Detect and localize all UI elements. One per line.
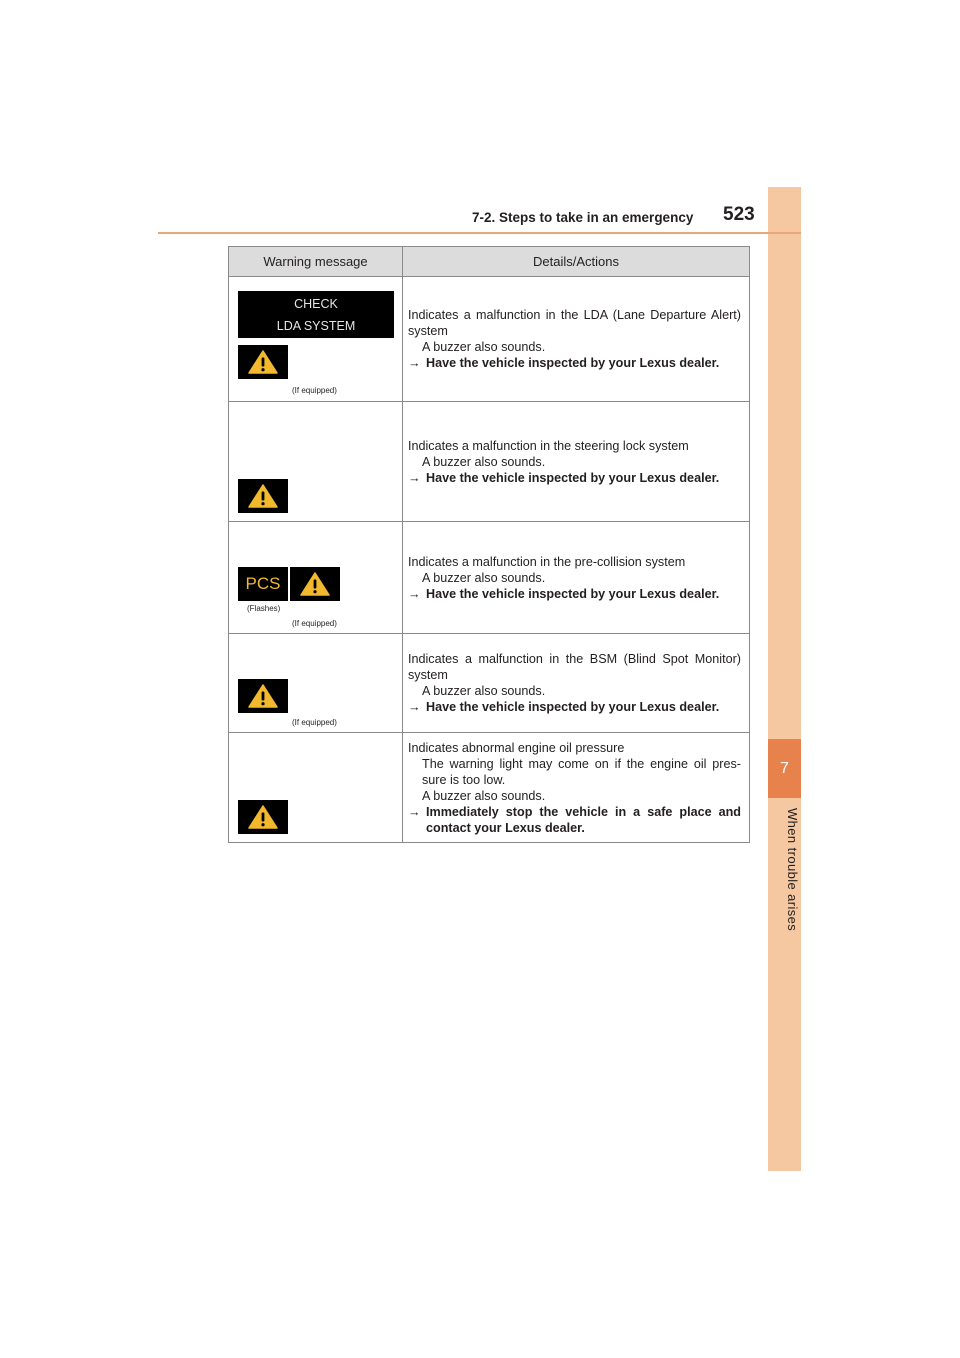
flashes-note: (Flashes) [247, 604, 281, 613]
details-text: Indicates a malfunction in the LDA (Lane Departure Alert) system [408, 308, 741, 338]
table-row [229, 277, 750, 402]
action-text [408, 355, 741, 371]
details-subtext: A buzzer also sounds. [422, 454, 546, 469]
arrow-icon: → [408, 586, 421, 601]
warning-triangle-icon [238, 479, 288, 513]
chapter-title: When trouble arises [785, 808, 800, 932]
col-header-details: Details/Actions [403, 247, 750, 277]
details-subtext: A buzzer also sounds. [422, 684, 546, 698]
page-number: 523 [723, 204, 755, 225]
action-label: Have the vehicle inspected by your Lexus dealer. [426, 700, 720, 714]
details-text: Indicates a malfunction in the BSM (Blind Spot Monitor) system [408, 652, 741, 682]
action-text [408, 586, 741, 602]
warning-message-cell [229, 733, 403, 843]
if-equipped-note: (If equipped) [292, 619, 337, 628]
table-row [229, 402, 750, 522]
action-label: Have the vehicle inspected by your Lexus dealer. [426, 586, 720, 601]
details-text: Indicates a malfunction in the steering lock system [408, 438, 689, 453]
details-subtext: A buzzer also sounds. [422, 788, 546, 803]
details-text: Indicates abnormal engine oil pressure [408, 740, 625, 755]
display-line-1: CHECK [294, 297, 338, 311]
if-equipped-note: (If equipped) [292, 386, 337, 395]
details-subtext: A buzzer also sounds. [422, 570, 546, 585]
warning-message-cell [229, 522, 403, 634]
display-line-2: LDA SYSTEM [276, 319, 356, 333]
col-header-warning-message: Warning message [229, 247, 403, 277]
details-cell [403, 522, 750, 634]
table-header-row [229, 247, 750, 277]
table-row [229, 733, 750, 843]
warning-triangle-icon [238, 679, 288, 713]
side-band [768, 187, 801, 1171]
if-equipped-note: (If equipped) [292, 718, 337, 727]
warning-message-cell [229, 402, 403, 522]
section-title: 7-2. Steps to take in an emergency [472, 210, 694, 225]
details-cell [403, 277, 750, 402]
warning-table [228, 246, 750, 843]
details-text: Indicates a malfunction in the pre-collision system [408, 554, 686, 569]
action-label: Immediately stop the vehicle in a safe place and contact your Lexus dealer. [426, 804, 741, 835]
action-label: Have the vehicle inspected by your Lexus dealer. [426, 470, 720, 485]
arrow-icon: → [408, 804, 421, 819]
warning-triangle-icon [238, 800, 288, 834]
table-row [229, 522, 750, 634]
warning-message-cell [229, 277, 403, 402]
action-text [408, 699, 741, 715]
arrow-icon: → [408, 470, 421, 485]
details-cell [403, 402, 750, 522]
details-subtext: The warning light may come on if the engine oil pres-sure is too low. [422, 756, 741, 787]
details-subtext: A buzzer also sounds. [422, 340, 546, 354]
pcs-indicator-icon: PCS [238, 567, 288, 601]
action-text [408, 804, 741, 836]
arrow-icon: → [408, 700, 421, 714]
warning-message-cell [229, 634, 403, 733]
details-cell [403, 733, 750, 843]
lda-display-message [238, 291, 394, 338]
table-row [229, 634, 750, 733]
details-cell [403, 634, 750, 733]
action-text [408, 470, 741, 486]
warning-triangle-icon [238, 345, 288, 379]
header-rule [158, 232, 801, 234]
action-label: Have the vehicle inspected by your Lexus dealer. [426, 356, 720, 370]
chapter-number: 7 [768, 739, 801, 798]
warning-triangle-icon [290, 567, 340, 601]
arrow-icon: → [408, 356, 421, 370]
